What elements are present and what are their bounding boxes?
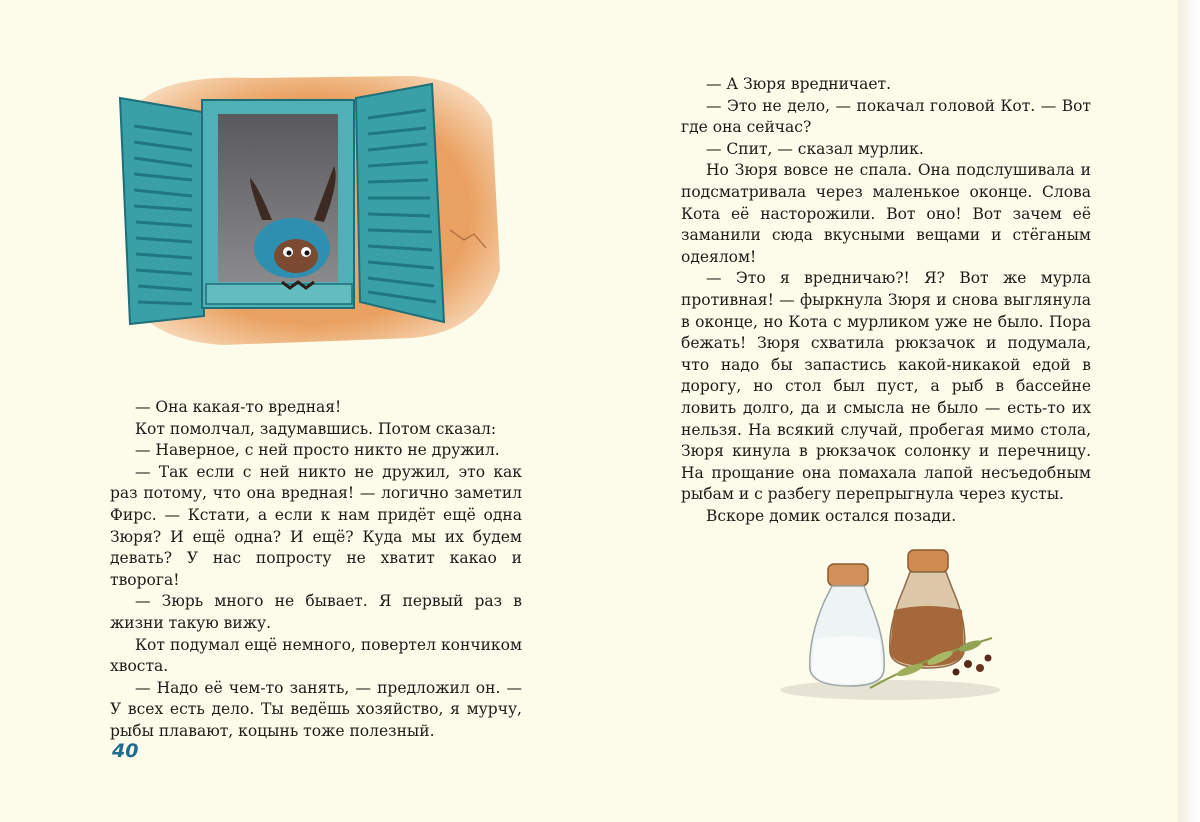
page-edge [1178,0,1200,822]
paragraph: — Так если с ней никто не дружил, это как раз потому, что она вредная! — логично заметил Фирс. — Кстати, а если к нам придёт ещё одна Зюря? И ещё одна? И ещё? Куда мы их будем девать? У нас попросту не хватит какао и творога! [110,462,522,589]
paragraph: — Она какая-то вредная! [135,398,342,416]
paragraph: — А Зюря вредничает. [706,75,892,93]
right-shutter [356,84,444,322]
salt-and-pepper-jars-illustration [770,540,1020,710]
left-text-column [110,397,522,743]
paragraph: — Надо её чем-то занять, — предложил он. — У всех есть дело. Ты ведёшь хозяйство, я мурчу, рыбы плавают, коцынь тоже полезный. [110,678,522,740]
paragraph: — Спит, — сказал мурлик. [706,139,924,158]
paragraph: Вскоре домик остался позади. [706,506,957,525]
paragraph: Кот подумал ещё немного, повертел кончиком хвоста. [110,635,522,676]
paragraph: Кот помолчал, задумавшись. Потом сказал: [135,419,497,438]
paragraph: — Зюрь много не бывает. Я первый раз в жизни такую вижу. [110,592,522,632]
paragraph: — Наверное, с ней просто никто не дружил. [135,441,500,460]
right-text-column [681,74,1091,527]
paragraph: — Это я вредничаю?! Я? Вот же мурла противная! — фыркнула Зюря и снова выглянула в оконце, но Кота с мурликом уже не было. Пора бежать! Зюря схватила рюкзачок и подумала, что надо бы запастись какой-никакой едой в дорогу, но стол был пуст, а рыб в бассейне ловить долго, да и смысла не было — есть-то их нельзя. На всякий случай, пробегая мимо стола, Зюря кинула в рюкзачок солонку и перечницу. На прощание она помахала лапой несъедобным рыбам и с разбегу перепрыгнула через кусты. [681,269,1091,504]
paragraph: Но Зюря вовсе не спала. Она подслушивала и подсматривала через маленькое оконце. Слова Кота её насторожили. Вот оно! Вот зачем её заманили сюда вкусными вещами и стёганым одеялом! [681,161,1091,266]
paragraph: — Это не дело, — покачал головой Кот. — Вот где она сейчас? [681,96,1091,137]
left-shutter [120,98,204,324]
salt-jar [810,564,884,686]
creature-in-window-illustration [112,70,504,350]
page-number: 40 [112,740,139,762]
